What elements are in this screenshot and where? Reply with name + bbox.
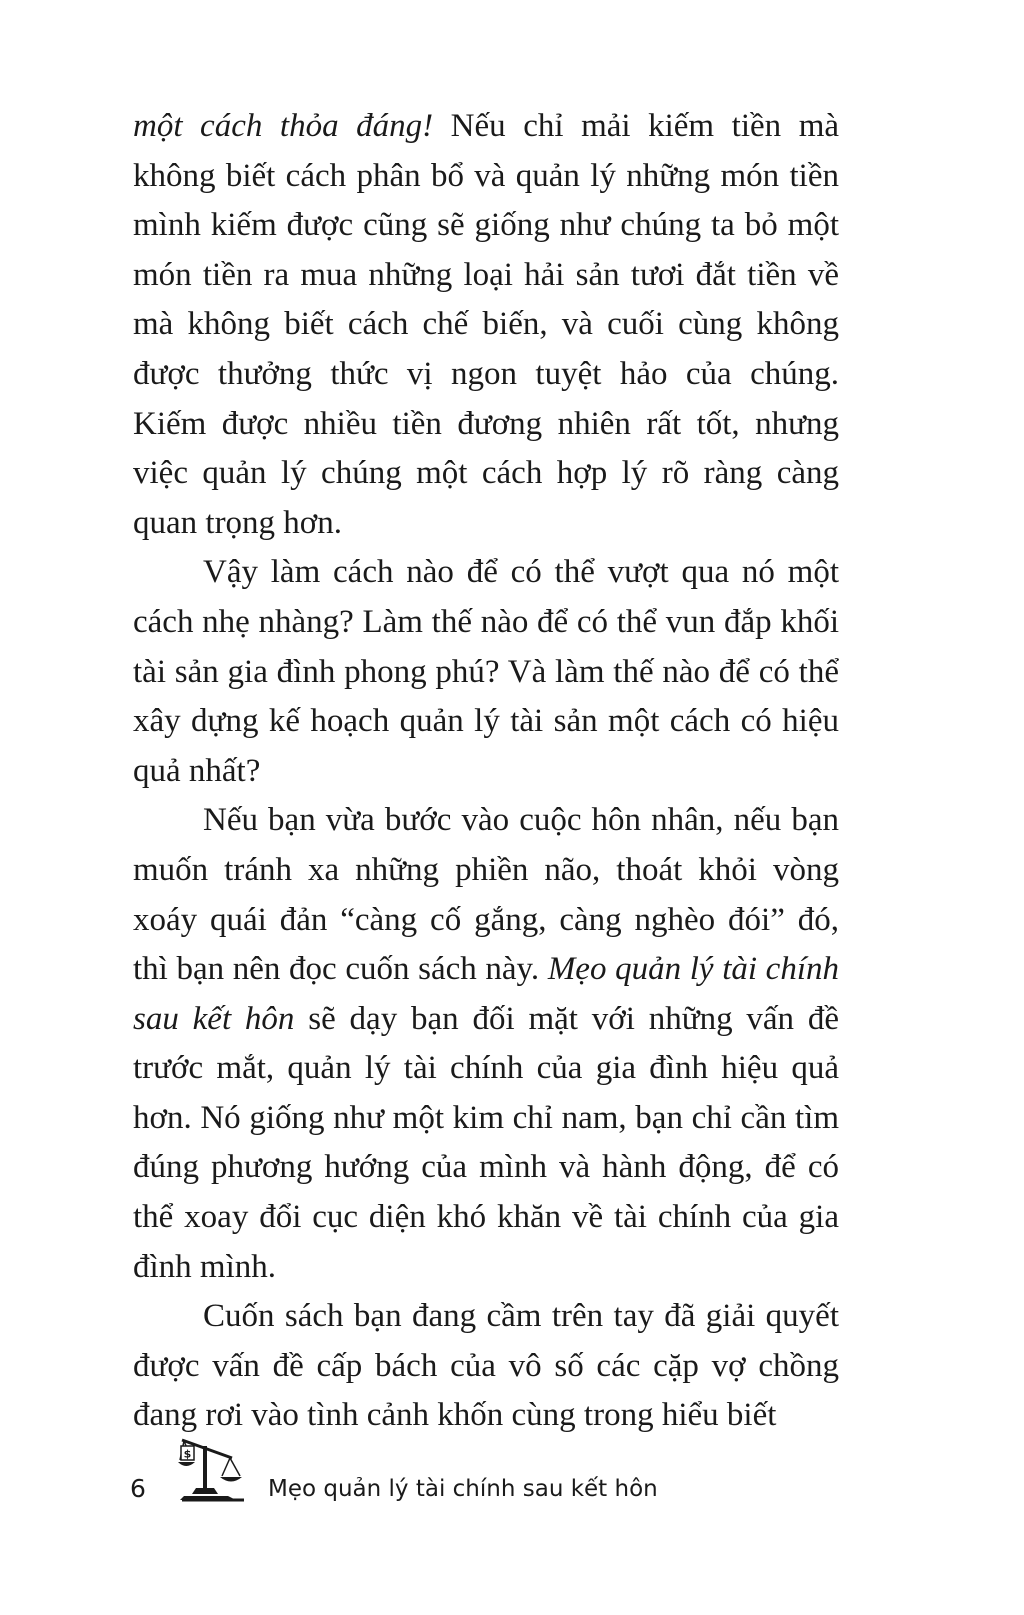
paragraph-1-italic-lead: một cách thỏa đáng! [133, 108, 434, 144]
page-number: 6 [130, 1474, 146, 1503]
body-text [133, 102, 839, 1441]
paragraph-1 [133, 102, 839, 548]
running-title: Mẹo quản lý tài chính sau kết hôn [268, 1476, 658, 1502]
page-footer [0, 1420, 1024, 1520]
svg-text:$: $ [183, 1447, 192, 1461]
paragraph-3-book-title: Mẹo quản lý tài chính sau kết hôn [133, 951, 839, 1037]
paragraph-3-text-before: Nếu bạn vừa bước vào cuộc hôn nhân, nếu bạn muốn tránh xa những phiền não, thoát khỏi vòng xoáy quái đản “càng cố gắng, càng nghèo đói” đó, thì bạn nên đọc cuốn sách này. [133, 802, 839, 988]
paragraph-1-text: Nếu chỉ mải kiếm tiền mà không biết cách phân bổ và quản lý những món tiền mình kiếm được cũng sẽ giống như chúng ta bỏ một món tiền ra mua những loại hải sản tươi đắt tiền về mà không biết cách chế biến, và cuối cùng không được thưởng thức vị ngon tuyệt hảo của chúng. Kiếm được nhiều tiền đương nhiên rất tốt, nhưng việc quản lý chúng một cách hợp lý rõ ràng càng quan trọng hơn. [133, 108, 840, 541]
paragraph-3-text-after: sẽ dạy bạn đối mặt với những vấn đề trước mắt, quản lý tài chính của gia đình hiệu quả hơn. Nó giống như một kim chỉ nam, bạn chỉ cần tìm đúng phương hướng của mình và hành động, để có thể xoay đổi cục diện khó khăn về tài chính của gia đình mình. [133, 1000, 839, 1285]
paragraph-4: Cuốn sách bạn đang cầm trên tay đã giải quyết được vấn đề cấp bách của vô số các cặp vợ chồng đang rơi vào tình cảnh khốn cùng trong hiểu biết [133, 1298, 839, 1434]
balance-scale-icon [178, 1430, 248, 1506]
paragraph-3 [133, 796, 839, 1292]
paragraph-2: Vậy làm cách nào để có thể vượt qua nó một cách nhẹ nhàng? Làm thế nào để có thể vun đắp khối tài sản gia đình phong phú? Và làm thế nào để có thể xây dựng kế hoạch quản lý tài sản một cách có hiệu quả nhất? [133, 554, 839, 789]
